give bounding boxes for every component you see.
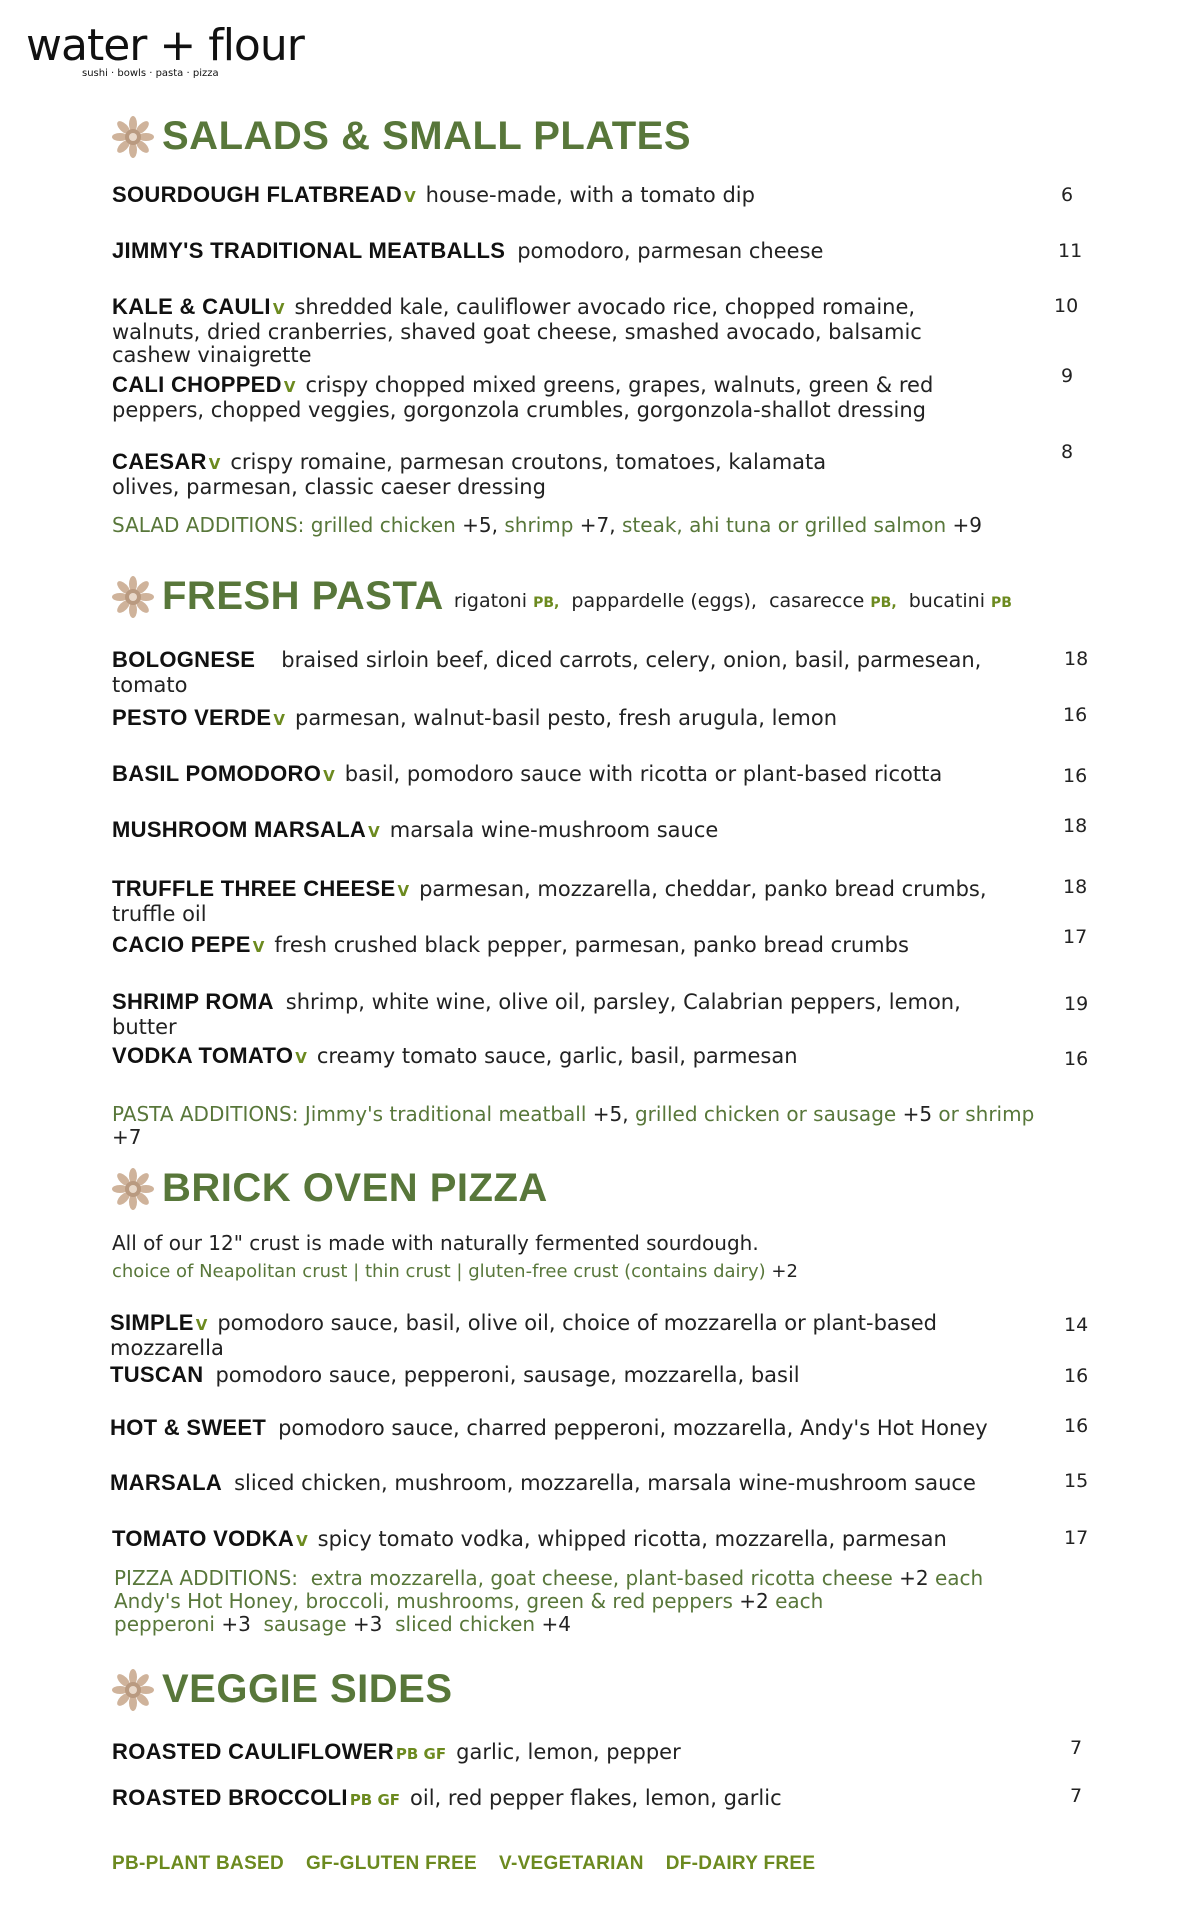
flower-icon xyxy=(112,576,154,618)
pasta-type-tag: PB xyxy=(991,594,1012,611)
pizza-additions-line xyxy=(114,1567,1014,1590)
item-price: 16 xyxy=(1063,704,1088,726)
addition-price: +2 xyxy=(739,1589,769,1613)
item-price: 16 xyxy=(1064,1415,1089,1437)
item-price: 7 xyxy=(1070,1785,1083,1807)
logo-wordmark: water + flour xyxy=(26,20,304,71)
item-price: 6 xyxy=(1061,184,1074,206)
menu-item xyxy=(110,1311,1050,1360)
pasta-type: pappardelle (eggs), xyxy=(571,589,757,612)
item-tag: V xyxy=(283,378,296,396)
addition-price: +5, xyxy=(592,1102,629,1126)
addition-price: +5 xyxy=(902,1102,933,1126)
logo-tagline: sushi · bowls · pasta · pizza xyxy=(82,68,219,79)
item-name: MUSHROOM MARSALA xyxy=(112,817,367,842)
item-price: 11 xyxy=(1058,240,1083,262)
menu-item xyxy=(110,1363,1010,1389)
item-description: pomodoro sauce, pepperoni, sausage, mozzarella, basil xyxy=(215,1363,800,1387)
addition-price: +4 xyxy=(541,1612,571,1636)
menu-item xyxy=(112,1786,1012,1812)
item-tag: V xyxy=(195,1316,208,1334)
menu-item xyxy=(112,450,892,499)
menu-item xyxy=(112,239,1012,265)
item-name: TUSCAN xyxy=(110,1362,204,1387)
pizza-additions-line xyxy=(114,1590,1014,1613)
item-tag: V xyxy=(368,823,380,841)
item-description: crispy chopped mixed greens, grapes, walnuts, green & red peppers, chopped veggies, gorgonzola crumbles, gorgonzola-shallot dressing xyxy=(112,373,934,422)
item-name: BASIL POMODORO xyxy=(112,761,322,786)
item-name: CAESAR xyxy=(112,449,207,474)
logo xyxy=(26,22,304,79)
addition-option: extra mozzarella, goat cheese, plant-based ricotta cheese xyxy=(310,1566,893,1590)
menu-item xyxy=(112,990,1012,1039)
flower-icon xyxy=(112,1669,154,1711)
item-price: 17 xyxy=(1064,1527,1089,1549)
pasta-type: bucatini xyxy=(908,589,985,612)
addition-option: shrimp xyxy=(504,513,574,537)
crust-price: +2 xyxy=(771,1261,798,1282)
item-description: basil, pomodoro sauce with ricotta or plant-based ricotta xyxy=(344,762,943,786)
item-name: ROASTED BROCCOLI xyxy=(112,1785,348,1810)
dietary-legend xyxy=(112,1853,815,1875)
menu-item xyxy=(112,818,1012,844)
menu-item xyxy=(112,1527,1012,1553)
section-title: VEGGIE SIDES xyxy=(162,1667,453,1711)
item-tag: PB GF xyxy=(349,1791,401,1809)
item-price: 18 xyxy=(1063,815,1088,837)
item-tag: V xyxy=(296,1532,308,1550)
section-header-sides xyxy=(112,1667,453,1712)
item-name: ROASTED CAULIFLOWER xyxy=(112,1739,394,1764)
additions-label: SALAD ADDITIONS: xyxy=(112,513,305,537)
legend-item: PB-PLANT BASED xyxy=(112,1853,285,1874)
pasta-type-tag: PB, xyxy=(533,594,560,611)
item-tag: V xyxy=(397,882,410,900)
section-header-pasta xyxy=(112,574,1012,619)
section-title: FRESH PASTA xyxy=(162,574,444,618)
addition-suffix: each xyxy=(934,1566,984,1590)
item-name: MARSALA xyxy=(110,1470,223,1495)
item-tag: V xyxy=(272,300,285,318)
item-name: KALE & CAULI xyxy=(112,294,271,319)
item-name: JIMMY'S TRADITIONAL MEATBALLS xyxy=(112,238,506,263)
menu-item xyxy=(112,1044,1012,1070)
pasta-additions xyxy=(112,1103,1052,1149)
menu-item xyxy=(112,1740,1012,1766)
addition-option: sliced chicken xyxy=(395,1612,536,1636)
addition-price: +7, xyxy=(579,513,616,537)
salad-additions xyxy=(112,514,1012,537)
item-tag: V xyxy=(295,1049,307,1067)
item-tag: V xyxy=(323,767,335,785)
item-price: 14 xyxy=(1064,1314,1089,1336)
item-description: pomodoro, parmesan cheese xyxy=(517,239,824,263)
item-name: HOT & SWEET xyxy=(110,1415,267,1440)
addition-price: +2 xyxy=(899,1566,929,1590)
addition-price: +3 xyxy=(221,1612,251,1636)
item-tag: V xyxy=(273,711,285,729)
addition-option: grilled chicken or sausage xyxy=(634,1102,897,1126)
pizza-crust-note: All of our 12" crust is made with naturally fermented sourdough. xyxy=(112,1231,759,1255)
addition-option: or shrimp xyxy=(938,1102,1035,1126)
pasta-type-tag: PB, xyxy=(870,594,897,611)
item-price: 19 xyxy=(1064,993,1089,1015)
pasta-type: rigatoni xyxy=(453,589,528,612)
item-price: 16 xyxy=(1064,1048,1089,1070)
item-description: creamy tomato sauce, garlic, basil, parmesan xyxy=(316,1044,798,1068)
addition-option: grilled chicken xyxy=(310,513,456,537)
crust-options: choice of Neapolitan crust | thin crust | gluten-free crust (contains dairy) xyxy=(112,1261,766,1282)
item-name: TRUFFLE THREE CHEESE xyxy=(112,876,396,901)
item-price: 17 xyxy=(1063,926,1088,948)
item-tag: V xyxy=(404,188,416,206)
pasta-type: casarecce xyxy=(769,589,865,612)
legend-item: DF-DAIRY FREE xyxy=(665,1853,816,1874)
item-name: PESTO VERDE xyxy=(112,705,272,730)
item-price: 18 xyxy=(1063,876,1088,898)
item-price: 16 xyxy=(1063,765,1088,787)
addition-price: +9 xyxy=(952,513,983,537)
item-name: BOLOGNESE xyxy=(112,647,256,672)
menu-item xyxy=(110,1471,1010,1497)
item-name: SOURDOUGH FLATBREAD xyxy=(112,182,403,207)
legend-item: GF-GLUTEN FREE xyxy=(306,1853,478,1874)
addition-option: Jimmy's traditional meatball xyxy=(304,1102,587,1126)
item-tag: PB GF xyxy=(395,1745,447,1763)
item-description: sliced chicken, mushroom, mozzarella, marsala wine-mushroom sauce xyxy=(234,1471,976,1495)
item-description: shrimp, white wine, olive oil, parsley, Calabrian peppers, lemon, butter xyxy=(112,990,961,1039)
item-description: crispy romaine, parmesan croutons, tomatoes, kalamata olives, parmesan, classic caeser dressing xyxy=(112,450,827,499)
addition-price: +7 xyxy=(112,1125,142,1149)
addition-option: Andy's Hot Honey, broccoli, mushrooms, green & red peppers xyxy=(114,1589,733,1613)
item-price: 7 xyxy=(1070,1737,1083,1759)
section-header-salads xyxy=(112,114,691,159)
item-price: 8 xyxy=(1061,441,1074,463)
menu-item xyxy=(112,933,1012,959)
item-description: house-made, with a tomato dip xyxy=(425,183,755,207)
menu-item xyxy=(112,706,1012,732)
menu-item xyxy=(112,183,1012,209)
item-name: SHRIMP ROMA xyxy=(112,989,274,1014)
additions-label: PIZZA ADDITIONS: xyxy=(114,1566,299,1590)
item-name: CALI CHOPPED xyxy=(112,372,282,397)
section-title: SALADS & SMALL PLATES xyxy=(162,114,692,158)
addition-option: pepperoni xyxy=(114,1612,215,1636)
item-name: TOMATO VODKA xyxy=(112,1526,295,1551)
addition-option: steak, ahi tuna or grilled salmon xyxy=(622,513,947,537)
item-price: 18 xyxy=(1064,648,1089,670)
menu-item xyxy=(110,1416,1010,1442)
item-description: pomodoro sauce, charred pepperoni, mozzarella, Andy's Hot Honey xyxy=(278,1416,988,1440)
item-price: 9 xyxy=(1061,365,1074,387)
item-description: shredded kale, cauliflower avocado rice, chopped romaine, walnuts, dried cranberries, shaved goat cheese, smashed avocado, balsamic cashew vinaigrette xyxy=(112,295,922,367)
item-description: spicy tomato vodka, whipped ricotta, mozzarella, parmesan xyxy=(317,1527,947,1551)
menu-item xyxy=(112,648,1012,697)
menu-item xyxy=(112,295,982,367)
pizza-additions xyxy=(114,1567,1014,1636)
item-tag: V xyxy=(252,938,265,956)
item-tag: V xyxy=(208,455,221,473)
additions-label: PASTA ADDITIONS: xyxy=(112,1102,299,1126)
addition-price: +3 xyxy=(352,1612,383,1636)
addition-price: +5, xyxy=(462,513,499,537)
addition-option: sausage xyxy=(263,1612,347,1636)
item-description: braised sirloin beef, diced carrots, celery, onion, basil, parmesean, tomato xyxy=(112,648,982,697)
legend-item: V-VEGETARIAN xyxy=(499,1853,644,1874)
menu-item xyxy=(112,762,1012,788)
pasta-types xyxy=(454,590,1012,612)
flower-icon xyxy=(112,116,154,158)
item-description: oil, red pepper flakes, lemon, garlic xyxy=(410,1786,782,1810)
flower-icon xyxy=(112,1168,154,1210)
menu-item xyxy=(112,877,1052,926)
item-description: garlic, lemon, pepper xyxy=(456,1740,681,1764)
section-title: BRICK OVEN PIZZA xyxy=(162,1166,548,1210)
item-description: marsala wine-mushroom sauce xyxy=(389,818,719,842)
pizza-crust-choice xyxy=(112,1261,798,1282)
item-name: CACIO PEPE xyxy=(112,932,251,957)
item-description: pomodoro sauce, basil, olive oil, choice of mozzarella or plant-based mozzarella xyxy=(110,1311,937,1360)
item-price: 16 xyxy=(1064,1365,1089,1387)
item-description: parmesan, mozzarella, cheddar, panko bread crumbs, truffle oil xyxy=(112,877,987,926)
item-description: parmesan, walnut-basil pesto, fresh arugula, lemon xyxy=(295,706,838,730)
addition-suffix: each xyxy=(775,1589,824,1613)
pizza-additions-line xyxy=(114,1613,1014,1636)
item-price: 15 xyxy=(1064,1470,1089,1492)
item-name: SIMPLE xyxy=(110,1310,194,1335)
item-price: 10 xyxy=(1054,295,1079,317)
menu-item xyxy=(112,373,982,422)
item-description: fresh crushed black pepper, parmesan, panko bread crumbs xyxy=(274,933,909,957)
item-name: VODKA TOMATO xyxy=(112,1043,294,1068)
section-header-pizza xyxy=(112,1166,548,1211)
